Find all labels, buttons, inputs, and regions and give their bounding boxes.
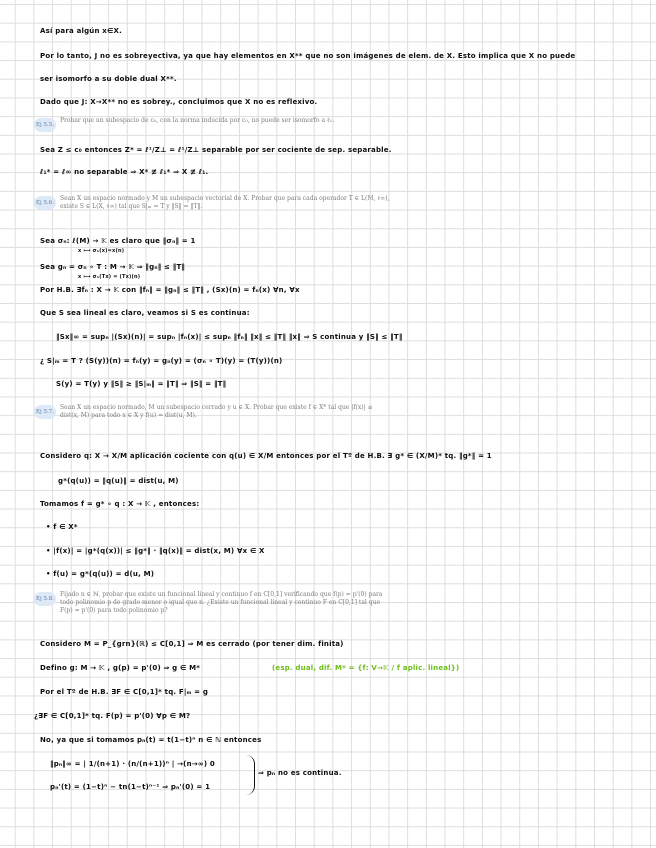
exercise-statement: Sean X un espacio normado, M un subespacio cerrado y u ∈ X. Probar que existe f ∈ X* tal que |f(x)| ≤ dist(x, M) para todo x ∈ X y f(u) = dist(u, M). xyxy=(60,404,373,419)
note-line-13: S(y) = T(y) y ‖S‖ ≥ ‖S|ₘ‖ = ‖T‖ ⇒ ‖S‖ = ‖T‖ xyxy=(56,380,227,388)
note-line-22: Por el Tº de H.B. ∃F ∈ C[0,1]* tq. F|ₘ = g xyxy=(40,688,209,696)
note-line-1: Así para algún x∈X. xyxy=(40,27,122,35)
exercise-statement: Fijado n ∈ ℕ, probar que existe un funcional lineal y continuo f en C[0,1] verificando que f(p) = p'(0) para todo polinomio p de grado menor o igual que n. ¿Existe un funcional lineal y continuo F en C[0,1] tal que F(p) = p'(0) para todo polinomio p? xyxy=(60,591,383,614)
note-line-12: ¿ S|ₘ = T ? (S(y))(n) = fₙ(y) = gₙ(y) = (σₙ ∘ T)(y) = (T(y))(n) xyxy=(40,357,283,365)
note-line-15: g*(q(u)) = ‖q(u)‖ = dist(u, M) xyxy=(58,477,179,485)
note-line-24: No, ya que si tomamos pₙ(t) = t(1−t)ⁿ n ∈ ℕ entonces xyxy=(40,736,262,744)
note-line-21: Defino g: M → 𝕂 , g(p) = p'(0) ⇒ g ∈ M* xyxy=(40,664,201,672)
note-line-8-sub: x ⟼ σₙ(Tx) = (Tx)(n) xyxy=(78,274,141,280)
note-line-7: Sea σₙ: ℓ(M) → 𝕂 es claro que ‖σₙ‖ = 1 xyxy=(40,237,196,245)
note-line-6: ℓ₁* = ℓ∞ no separable ⇒ X* ≇ ℓ₁* ⇒ X ≇ ℓ₁. xyxy=(40,168,209,176)
right-brace xyxy=(246,755,255,795)
note-line-8: Sea gₙ = σₙ ∘ T : M → 𝕂 ⇒ ‖gₙ‖ ≤ ‖T‖ xyxy=(40,263,186,271)
note-line-25: ‖pₙ‖∞ = | 1/(n+1) · (n/(n+1))ⁿ | →(n→∞) 0 xyxy=(50,760,215,768)
note-line-19: • f(u) = g*(q(u)) = d(u, M) xyxy=(46,570,155,578)
exercise-number: Ej 5.6. xyxy=(34,196,56,210)
exercise-number: Ej 5.7. xyxy=(34,405,56,419)
note-line-9: Por H.B. ∃fₙ : X → 𝕂 con ‖fₙ‖ = ‖gₙ‖ ≤ ‖T‖ , (Sx)(n) = fₙ(x) ∀n, ∀x xyxy=(40,286,300,294)
note-line-17: • f ∈ X* xyxy=(46,523,78,531)
note-line-3: ser isomorfo a su doble dual X**. xyxy=(40,75,177,83)
note-line-4: Dado que J: X→X** no es sobrey., concluimos que X no es reflexivo. xyxy=(40,98,318,106)
note-line-21-aside: (esp. dual, dif. M* = {f: V→𝕂 / f aplic. lineal}) xyxy=(272,664,460,672)
exercise-statement: Sean X un espacio normado y M un subespacio vectorial de X. Probar que para cada operador T ∈ L(M, ℓ∞), existe S ∈ L(X, ℓ∞) tal que S|ₘ = T y ‖S‖ = ‖T‖. xyxy=(60,195,390,210)
note-line-7-sub: x ⟼ σₙ(x)=x(n) xyxy=(78,248,125,254)
note-line-27: ⇒ pₙ no es continua. xyxy=(258,769,342,777)
note-line-5: Sea Z ≤ c₀ entonces Z* = ℓ¹/Z⊥ = ℓ¹/Z⊥ separable por ser cociente de sep. separable. xyxy=(40,146,392,154)
exercise-number: Ej 5.5. xyxy=(34,118,56,132)
exercise-statement: Probar que un subespacio de c₀, con la norma inducida por c₀, no puede ser isomorfo a ℓ₁. xyxy=(60,117,335,124)
note-line-10: Que S sea lineal es claro, veamos si S es continua: xyxy=(40,309,250,317)
note-line-18: • |f(x)| = |g*(q(x))| ≤ ‖g*‖ · ‖q(x)‖ = dist(x, M) ∀x ∈ X xyxy=(46,547,265,555)
note-line-23: ¿∃F ∈ C[0,1]* tq. F(p) = p'(0) ∀p ∈ M? xyxy=(34,712,191,720)
note-line-14: Considero q: X → X/M aplicación cociente con q(u) ∈ X/M entonces por el Tº de H.B. ∃ g* ∈ (X/M)* tq. ‖g*‖ = 1 xyxy=(40,452,492,460)
note-line-11: ‖Sx‖∞ = supₙ |(Sx)(n)| = supₙ |fₙ(x)| ≤ supₙ ‖fₙ‖ ‖x‖ ≤ ‖T‖ ‖x‖ ⇒ S continua y ‖S‖ ≤ ‖T‖ xyxy=(56,333,403,341)
note-line-26: pₙ'(t) = (1−t)ⁿ − tn(1−t)ⁿ⁻¹ ⇒ pₙ'(0) = 1 xyxy=(50,783,211,791)
note-line-2: Por lo tanto, J no es sobreyectiva, ya que hay elementos en X** que no son imágenes de elem. de X. Esto implica que X no puede xyxy=(40,52,576,60)
note-line-20: Considero M = P_{grn}(ℝ) ≤ C[0,1] ⇒ M es cerrado (por tener dim. finita) xyxy=(40,640,344,648)
note-line-16: Tomamos f = g* ∘ q : X → 𝕂 , entonces: xyxy=(40,500,200,508)
exercise-number: Ej 5.8. xyxy=(34,592,56,606)
